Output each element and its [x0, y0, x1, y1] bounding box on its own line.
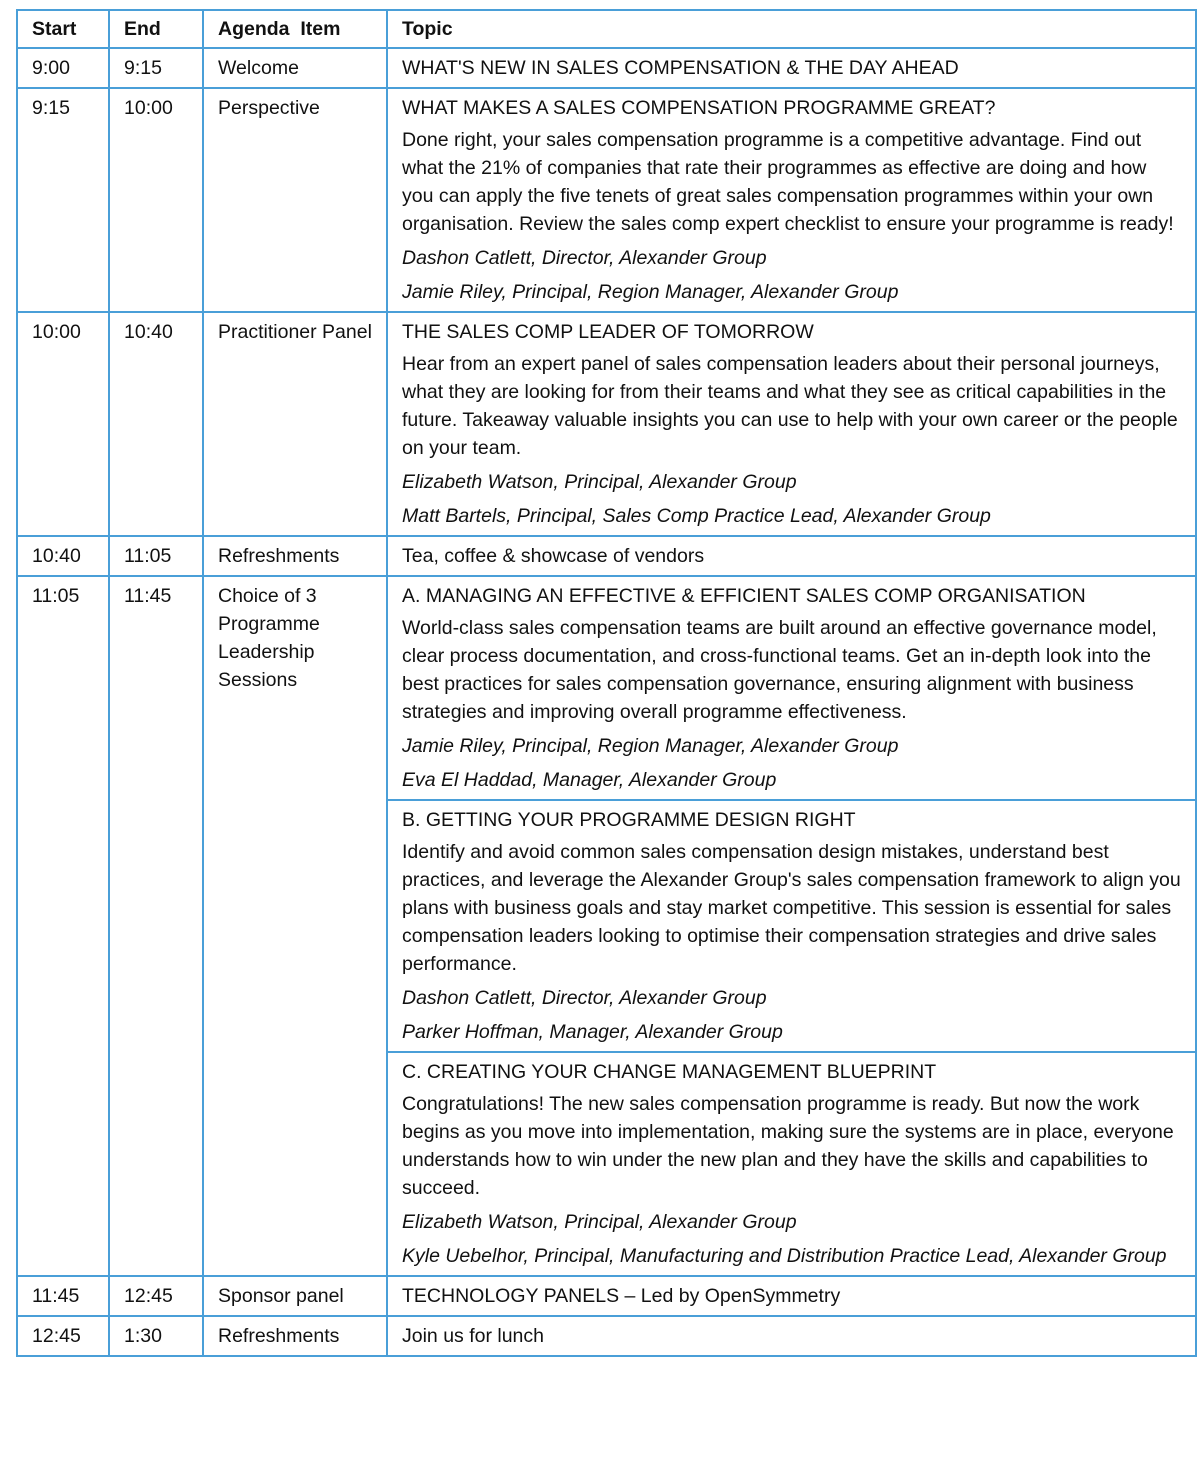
header-start: Start: [17, 10, 109, 48]
session-description: World-class sales compensation teams are built around an effective governance model, clear process documentation, and cross-functional teams. Get an in-depth look into the best practices for sales compensation governance, ensuring alignment with business strategies and improving overall programme effectiveness.: [402, 617, 1157, 723]
speaker-line: Jamie Riley, Principal, Region Manager, Alexander Group: [402, 735, 899, 757]
end-time-cell: [109, 1276, 203, 1316]
end-time-cell: [109, 1316, 203, 1356]
end-time: 12:45: [124, 1285, 173, 1307]
start-time-cell: [17, 576, 109, 1276]
session-title: A. MANAGING AN EFFECTIVE & EFFICIENT SALES COMP ORGANISATION: [402, 585, 1086, 607]
end-time: 11:45: [124, 585, 172, 607]
speaker-line: Dashon Catlett, Director, Alexander Group: [402, 247, 767, 269]
end-time-cell: [109, 576, 203, 1276]
start-time-cell: [17, 1316, 109, 1356]
table-row: [17, 536, 1196, 576]
session-title: C. CREATING YOUR CHANGE MANAGEMENT BLUEPRINT: [402, 1061, 937, 1083]
topic-cell: [387, 48, 1196, 88]
agenda-item-label: Choice of 3 Programme Leadership Sessions: [218, 585, 320, 691]
table-row: [17, 576, 1196, 800]
start-time: 9:15: [32, 97, 70, 119]
header-agenda-item: Agenda Item: [203, 10, 387, 48]
end-time: 9:15: [124, 57, 162, 79]
speaker-line: Jamie Riley, Principal, Region Manager, Alexander Group: [402, 281, 899, 303]
topic-cell: [387, 576, 1196, 800]
start-time: 11:45: [32, 1285, 80, 1307]
start-time: 10:00: [32, 321, 81, 343]
table-row: [17, 312, 1196, 536]
session-title: TECHNOLOGY PANELS – Led by OpenSymmetry: [402, 1285, 841, 1307]
session-title: B. GETTING YOUR PROGRAMME DESIGN RIGHT: [402, 809, 856, 831]
session-description: Hear from an expert panel of sales compensation leaders about their personal journeys, what they are looking for from their teams and what they see as critical capabilities in the future. Takeaway valuable insights you can use to help with your own career or the people on your team.: [402, 353, 1178, 459]
speaker-line: Elizabeth Watson, Principal, Alexander Group: [402, 1211, 797, 1233]
agenda-item-label: Practitioner Panel: [218, 321, 372, 343]
start-time-cell: [17, 48, 109, 88]
table-row: [17, 88, 1196, 312]
agenda-item-cell: [203, 312, 387, 536]
topic-cell: [387, 1316, 1196, 1356]
agenda-item-cell: [203, 48, 387, 88]
agenda-item-cell: [203, 1316, 387, 1356]
session-description: Congratulations! The new sales compensation programme is ready. But now the work begins as you move into implementation, making sure the systems are in place, everyone understands how to win under the new plan and they have the skills and capabilities to succeed.: [402, 1093, 1174, 1199]
agenda-item-label: Sponsor panel: [218, 1285, 344, 1307]
topic-cell: [387, 800, 1196, 1052]
speaker-line: Matt Bartels, Principal, Sales Comp Practice Lead, Alexander Group: [402, 505, 991, 527]
topic-cell: [387, 88, 1196, 312]
agenda-item-cell: [203, 576, 387, 1276]
agenda-item-cell: [203, 88, 387, 312]
start-time-cell: [17, 1276, 109, 1316]
speaker-line: Kyle Uebelhor, Principal, Manufacturing and Distribution Practice Lead, Alexander Group: [402, 1245, 1167, 1267]
agenda-item-cell: [203, 1276, 387, 1316]
end-time: 1:30: [124, 1325, 162, 1347]
header-end: End: [109, 10, 203, 48]
end-time-cell: [109, 536, 203, 576]
end-time-cell: [109, 48, 203, 88]
speaker-line: Dashon Catlett, Director, Alexander Group: [402, 987, 767, 1009]
header-row: [17, 10, 1196, 48]
end-time: 10:40: [124, 321, 173, 343]
speaker-line: Elizabeth Watson, Principal, Alexander Group: [402, 471, 797, 493]
end-time-cell: [109, 88, 203, 312]
start-time-cell: [17, 536, 109, 576]
end-time-cell: [109, 312, 203, 536]
topic-cell: [387, 312, 1196, 536]
start-time-cell: [17, 312, 109, 536]
session-description: Done right, your sales compensation programme is a competitive advantage. Find out what the 21% of companies that rate their programmes as effective are doing and how you can apply the five tenets of great sales compensation programmes within your own organisation. Review the sales comp expert checklist to ensure your programme is ready!: [402, 129, 1174, 235]
agenda-item-label: Perspective: [218, 97, 320, 119]
table-row: [17, 1276, 1196, 1316]
start-time: 9:00: [32, 57, 70, 79]
speaker-line: Eva El Haddad, Manager, Alexander Group: [402, 769, 777, 791]
start-time: 11:05: [32, 585, 80, 607]
table-row: [17, 1316, 1196, 1356]
start-time-cell: [17, 88, 109, 312]
start-time: 10:40: [32, 545, 81, 567]
start-time: 12:45: [32, 1325, 81, 1347]
topic-cell: [387, 536, 1196, 576]
session-description: Identify and avoid common sales compensation design mistakes, understand best practices, and leverage the Alexander Group's sales compensation framework to align you plans with business goals and stay market competitive. This session is essential for sales compensation leaders looking to optimise their compensation strategies and drive sales performance.: [402, 841, 1181, 975]
agenda-item-label: Welcome: [218, 57, 299, 79]
end-time: 10:00: [124, 97, 173, 119]
topic-cell: [387, 1052, 1196, 1276]
header-topic: Topic: [387, 10, 1196, 48]
agenda-item-label: Refreshments: [218, 545, 340, 567]
session-title: THE SALES COMP LEADER OF TOMORROW: [402, 321, 814, 343]
end-time: 11:05: [124, 545, 172, 567]
agenda-body: [17, 48, 1196, 1356]
topic-cell: [387, 1276, 1196, 1316]
session-title: Tea, coffee & showcase of vendors: [402, 545, 705, 567]
table-row: [17, 48, 1196, 88]
session-title: WHAT'S NEW IN SALES COMPENSATION & THE DAY AHEAD: [402, 57, 959, 79]
session-title: WHAT MAKES A SALES COMPENSATION PROGRAMME GREAT?: [402, 97, 996, 119]
agenda-item-cell: [203, 536, 387, 576]
speaker-line: Parker Hoffman, Manager, Alexander Group: [402, 1021, 783, 1043]
session-title: Join us for lunch: [402, 1325, 544, 1347]
agenda-table: [16, 9, 1197, 1357]
agenda-item-label: Refreshments: [218, 1325, 340, 1347]
